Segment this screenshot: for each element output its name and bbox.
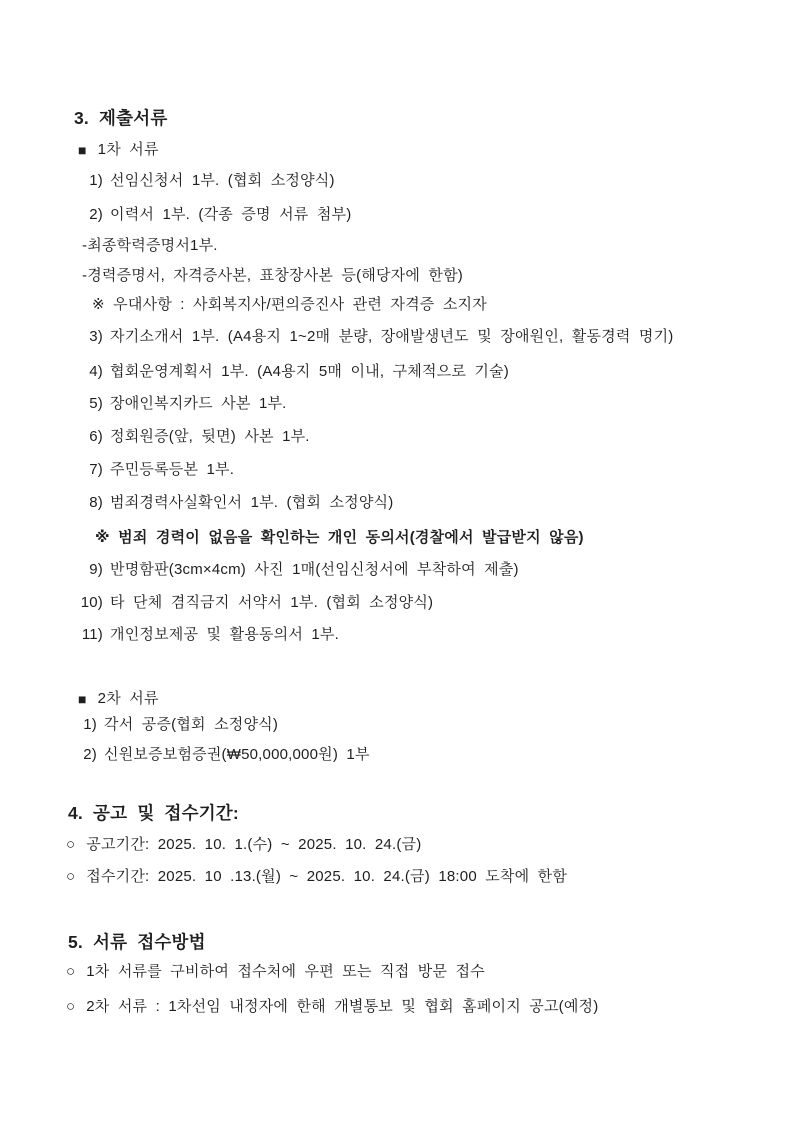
item-text: 개인정보제공 및 활용동의서 1부. [110, 626, 339, 643]
doc-item-11 [67, 625, 339, 645]
item-text: 장애인복지카드 사본 1부. [110, 395, 287, 412]
item-number: 7) [89, 461, 103, 478]
item-number: 9) [89, 561, 103, 578]
resume-attachment-2: -경력증명서, 자격증사본, 표창장사본 등(해당자에 한함) [82, 267, 463, 284]
item-text: 각서 공증(협회 소정양식) [104, 716, 279, 733]
section-3-heading: 3. 제출서류 [74, 108, 168, 128]
doc-item-8 [67, 493, 393, 513]
item-number: 5) [89, 395, 103, 412]
preference-note: ※ 우대사항 : 사회복지사/편의증진사 관련 자격증 소지자 [92, 296, 487, 313]
second-doc-item-2 [67, 745, 370, 765]
line-text: 1차 서류를 구비하여 접수처에 우편 또는 직접 방문 접수 [86, 963, 485, 980]
square-bullet-icon: ■ [78, 142, 87, 158]
doc-item-9 [67, 560, 519, 580]
circle-bullet-icon: ○ [66, 836, 76, 853]
item-text: 이력서 1부. (각종 증명 서류 첨부) [110, 206, 352, 223]
section-4-heading: 4. 공고 및 접수기간: [68, 803, 239, 823]
doc-item-5 [67, 394, 287, 414]
line-text: 접수기간: 2025. 10 .13.(월) ~ 2025. 10. 24.(금) 18:00 도착에 한함 [86, 868, 568, 885]
doc-item-10 [67, 593, 433, 613]
item-number: 6) [89, 428, 103, 445]
doc-item-1 [67, 171, 335, 191]
doc-item-3 [67, 327, 673, 347]
item-text: 범죄경력사실확인서 1부. (협회 소정양식) [110, 494, 394, 511]
second-doc-item-1 [67, 715, 278, 735]
second-docs-group-label [78, 689, 159, 709]
group-label-text: 2차 서류 [97, 690, 159, 707]
receipt-period-line [66, 867, 567, 887]
item-text: 협회운영계획서 1부. (A4용지 5매 이내, 구체적으로 기술) [110, 363, 509, 380]
item-text: 신원보증보험증권(₩50,000,000원) 1부 [104, 746, 370, 763]
item-text: 정회원증(앞, 뒷면) 사본 1부. [110, 428, 310, 445]
square-bullet-icon: ■ [78, 691, 87, 707]
item-text: 타 단체 겸직금지 서약서 1부. (협회 소정양식) [110, 594, 434, 611]
method-line-2 [66, 997, 598, 1017]
doc-item-6 [67, 427, 310, 447]
item-text: 선임신청서 1부. (협회 소정양식) [110, 172, 335, 189]
circle-bullet-icon: ○ [66, 963, 76, 980]
method-line-1 [66, 962, 485, 982]
criminal-record-note: ※ 범죄 경력이 없음을 확인하는 개인 동의서(경찰에서 발급받지 않음) [95, 529, 584, 546]
item-number: 11) [81, 626, 103, 643]
item-text: 반명함판(3cm×4cm) 사진 1매(선임신청서에 부착하여 제출) [110, 561, 519, 578]
item-number: 3) [89, 328, 103, 345]
first-docs-group-label [78, 140, 159, 160]
item-number: 10) [80, 594, 103, 611]
resume-attachment-1: -최종학력증명서1부. [82, 237, 218, 254]
item-number: 4) [89, 363, 103, 380]
section-5-heading: 5. 서류 접수방법 [68, 932, 206, 952]
line-text: 공고기간: 2025. 10. 1.(수) ~ 2025. 10. 24.(금) [86, 836, 422, 853]
item-text: 자기소개서 1부. (A4용지 1~2매 분량, 장애발생년도 및 장애원인, 활동경력 명기) [110, 328, 674, 345]
item-number: 8) [89, 494, 103, 511]
group-label-text: 1차 서류 [97, 141, 159, 158]
item-number: 1) [89, 172, 103, 189]
doc-item-4 [67, 362, 509, 382]
doc-item-7 [67, 460, 234, 480]
circle-bullet-icon: ○ [66, 868, 76, 885]
notice-period-line [66, 835, 421, 855]
item-number: 2) [89, 206, 103, 223]
doc-item-2 [67, 205, 351, 225]
item-number: 2) [83, 746, 97, 763]
circle-bullet-icon: ○ [66, 998, 76, 1015]
item-text: 주민등록등본 1부. [110, 461, 235, 478]
item-number: 1) [83, 716, 97, 733]
line-text: 2차 서류 : 1차선임 내정자에 한해 개별통보 및 협회 홈페이지 공고(예정) [86, 998, 599, 1015]
